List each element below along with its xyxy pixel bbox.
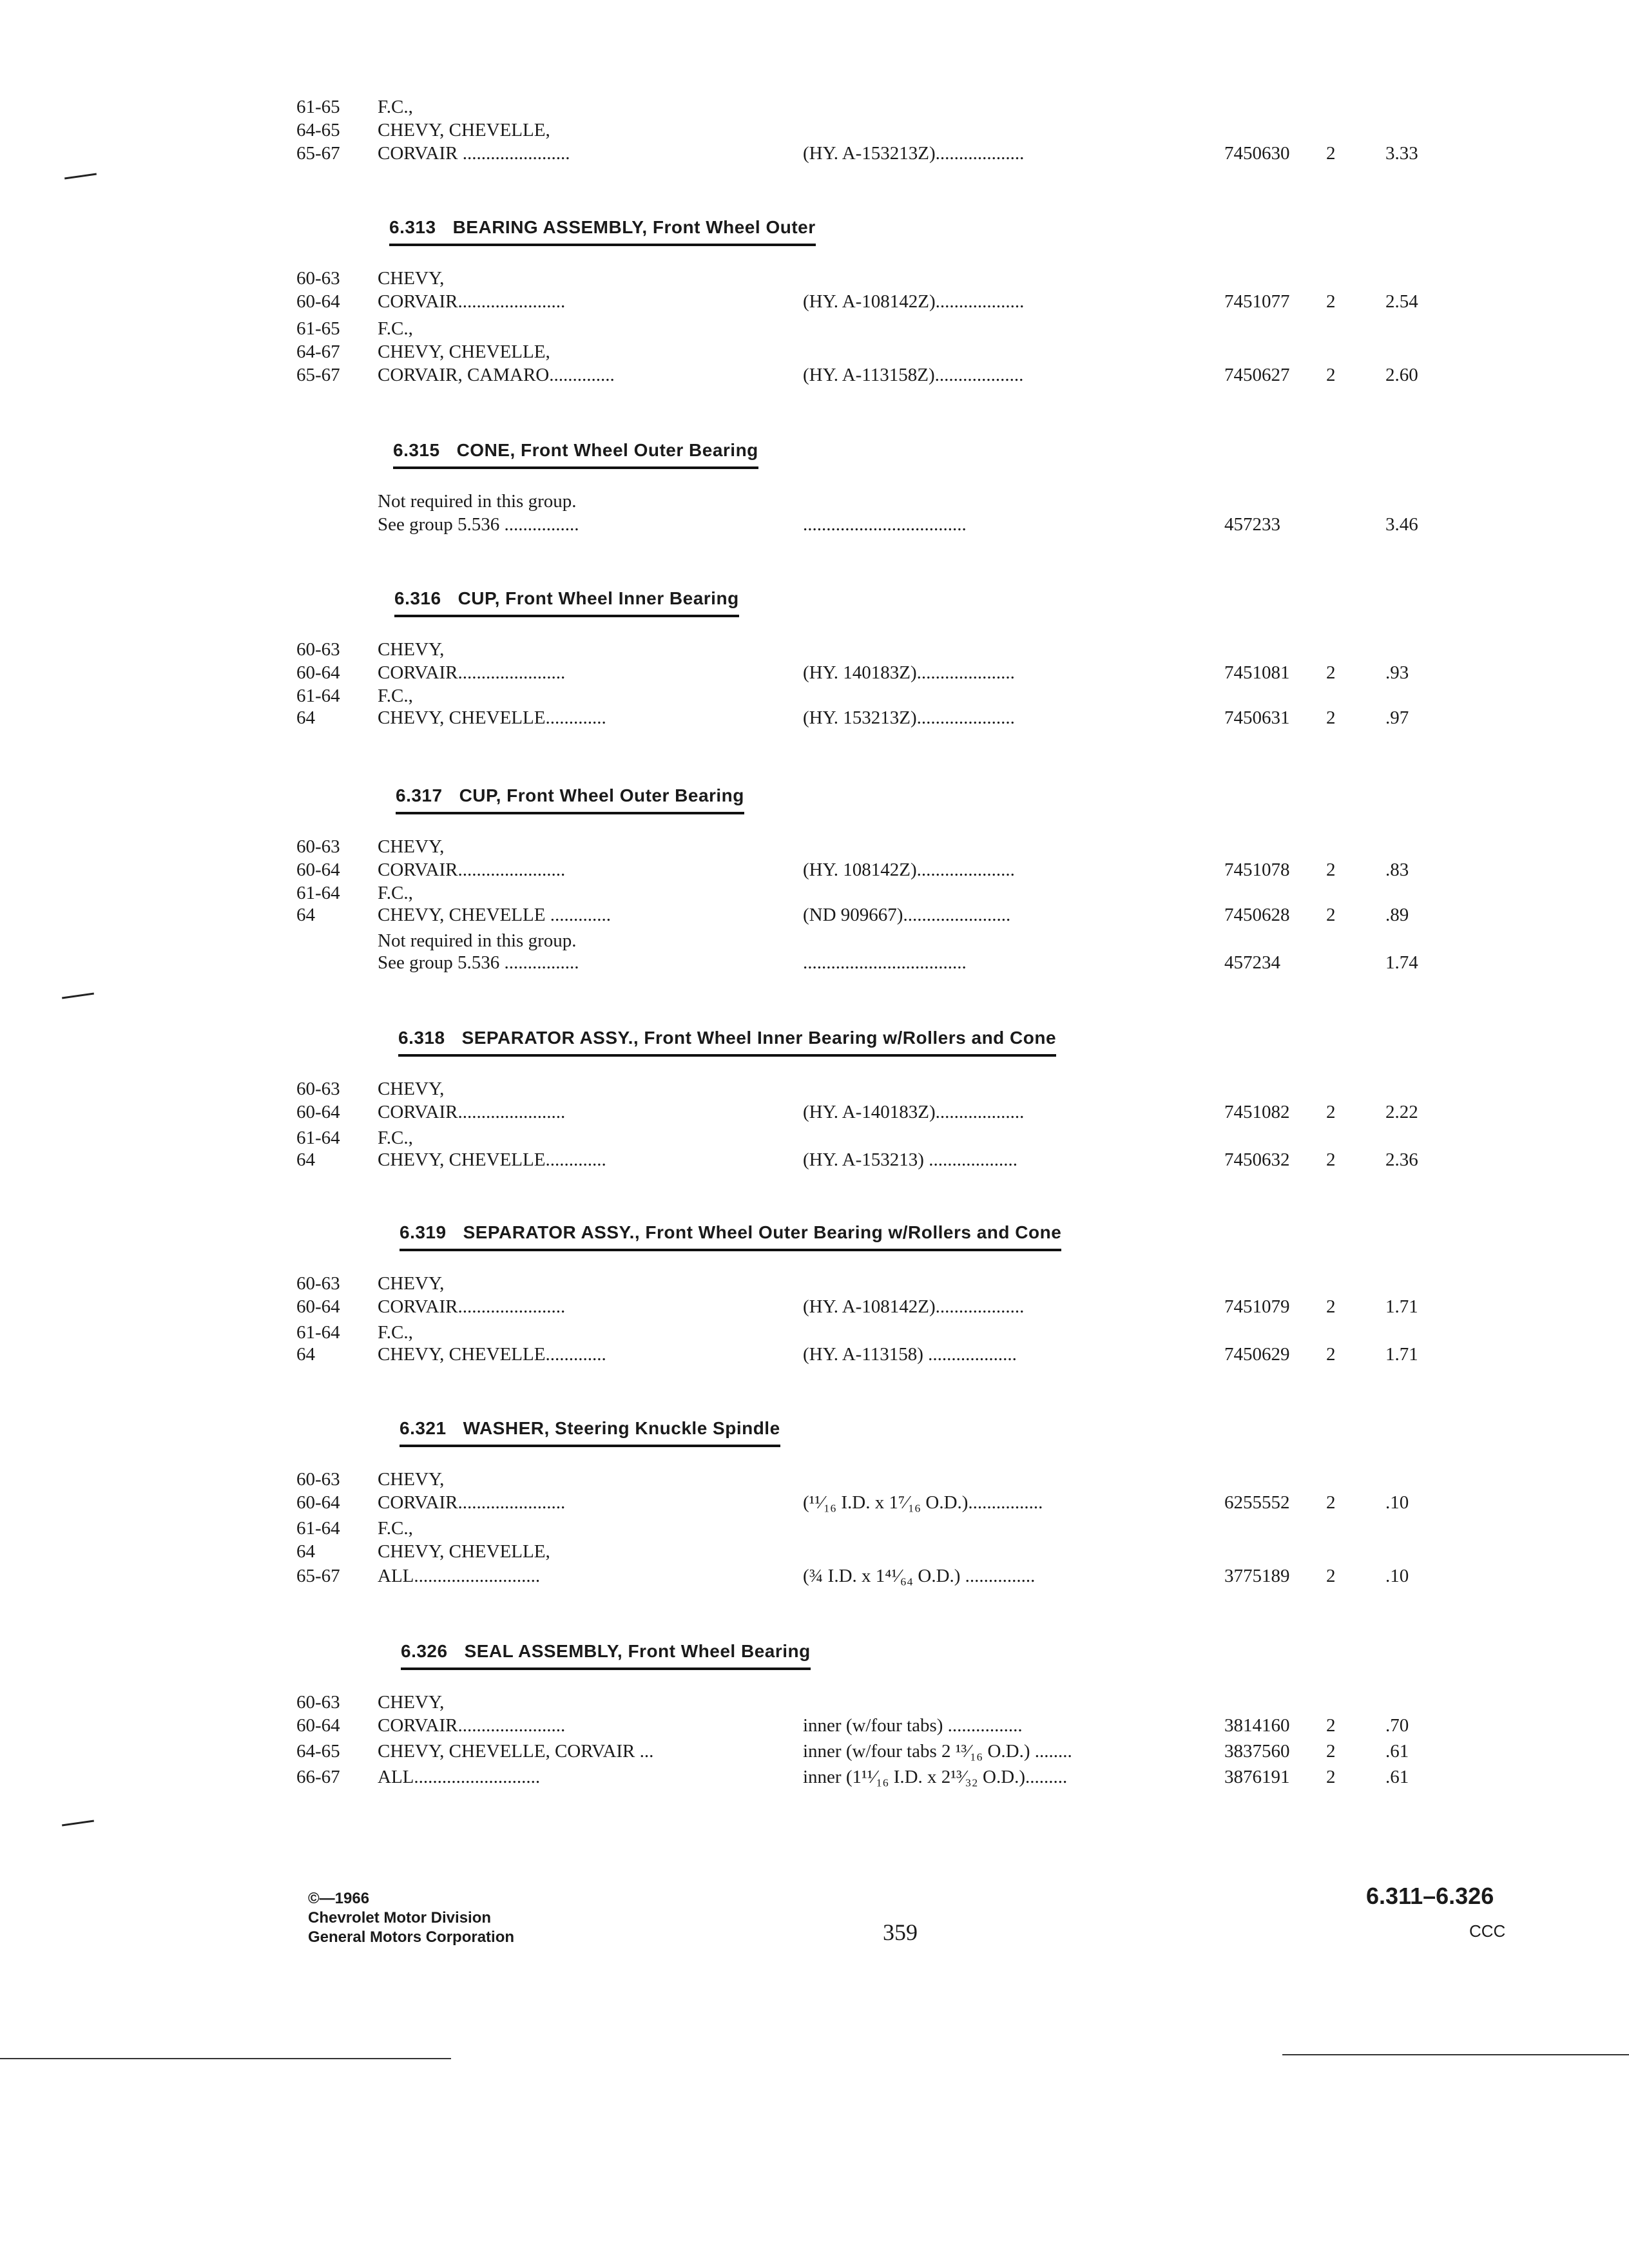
price-cell: .97 — [1385, 707, 1409, 728]
table-row — [0, 317, 1629, 340]
year-cell: 61-64 — [296, 1128, 340, 1148]
division-line: Chevrolet Motor Division — [308, 1909, 492, 1927]
table-row — [0, 638, 1629, 661]
table-row — [0, 490, 1629, 513]
section-heading — [393, 438, 758, 463]
model-cell: F.C., — [378, 1322, 413, 1343]
model-cell: CHEVY, CHEVELLE, CORVAIR ... — [378, 1741, 654, 1762]
section-number: 6.321 — [400, 1418, 447, 1438]
table-row — [0, 881, 1629, 905]
year-cell: 60-64 — [296, 1296, 340, 1317]
year-cell: 60-64 — [296, 1715, 340, 1736]
table-row — [0, 290, 1629, 313]
section-heading — [400, 1220, 1061, 1245]
year-cell: 60-63 — [296, 1273, 340, 1294]
table-row — [0, 1740, 1629, 1763]
table-row — [0, 1126, 1629, 1149]
price-cell: .89 — [1385, 905, 1409, 925]
model-cell: Not required in this group. — [378, 930, 577, 951]
year-cell: 64 — [296, 1344, 315, 1365]
year-cell: 60-64 — [296, 662, 340, 683]
quantity-cell: 2 — [1326, 662, 1336, 683]
section-title: SEPARATOR ASSY., Front Wheel Inner Bearing w/Rollers and Cone — [461, 1028, 1057, 1048]
part-number-cell: 3837560 — [1224, 1741, 1290, 1762]
section-title: SEPARATOR ASSY., Front Wheel Outer Bearing w/Rollers and Cone — [463, 1222, 1062, 1242]
model-cell: CORVAIR....................... — [378, 1492, 566, 1513]
model-cell: CHEVY, CHEVELLE, — [378, 120, 550, 140]
quantity-cell: 2 — [1326, 1741, 1336, 1762]
table-row — [0, 267, 1629, 290]
year-cell: 61-65 — [296, 318, 340, 339]
table-row — [0, 1077, 1629, 1100]
price-cell: .93 — [1385, 662, 1409, 683]
year-cell: 65-67 — [296, 1566, 340, 1586]
model-cell: F.C., — [378, 97, 413, 117]
year-cell: 60-64 — [296, 1492, 340, 1513]
description-cell: (HY. A-140183Z)................... — [803, 1102, 1025, 1122]
model-cell: CORVAIR....................... — [378, 1296, 566, 1317]
description-cell: (¹¹⁄₁₆ I.D. x 1⁷⁄₁₆ O.D.)................ — [803, 1492, 1043, 1513]
table-row — [0, 1491, 1629, 1514]
description-cell: (HY. A-113158Z)................... — [803, 365, 1024, 385]
table-row — [0, 1343, 1629, 1366]
quantity-cell: 2 — [1326, 1344, 1336, 1365]
description-cell: (HY. A-153213Z)................... — [803, 143, 1025, 164]
description-cell: (ND 909667)....................... — [803, 905, 1011, 925]
price-cell: 3.46 — [1385, 514, 1418, 535]
year-cell: 60-63 — [296, 1469, 340, 1490]
part-number-cell: 7451077 — [1224, 291, 1290, 312]
model-cell: CORVAIR, CAMARO.............. — [378, 365, 615, 385]
model-cell: CHEVY, CHEVELLE............. — [378, 707, 606, 728]
year-cell: 64-67 — [296, 341, 340, 362]
table-row — [0, 951, 1629, 974]
section-number: 6.319 — [400, 1222, 447, 1242]
section-heading — [389, 215, 816, 240]
section-number: 6.318 — [398, 1028, 445, 1048]
part-number-cell: 7450629 — [1224, 1344, 1290, 1365]
heading-underline — [394, 615, 739, 617]
description-cell: (HY. 140183Z)..................... — [803, 662, 1015, 683]
year-cell: 64-65 — [296, 120, 340, 140]
year-cell: 60-63 — [296, 1692, 340, 1713]
section-number: 6.313 — [389, 217, 436, 237]
model-cell: ALL........................... — [378, 1767, 541, 1787]
model-cell: CHEVY, — [378, 1469, 445, 1490]
section-number: 6.317 — [396, 785, 443, 805]
model-cell: F.C., — [378, 1128, 413, 1148]
price-cell: 2.36 — [1385, 1149, 1418, 1170]
price-cell: .10 — [1385, 1566, 1409, 1586]
part-number-cell: 6255552 — [1224, 1492, 1290, 1513]
model-cell: ALL........................... — [378, 1566, 541, 1586]
price-cell: .10 — [1385, 1492, 1409, 1513]
description-cell: ................................... — [803, 514, 967, 535]
quantity-cell: 2 — [1326, 1492, 1336, 1513]
heading-underline — [401, 1667, 811, 1670]
model-cell: F.C., — [378, 318, 413, 339]
section-heading — [398, 1026, 1056, 1050]
price-cell: 2.54 — [1385, 291, 1418, 312]
table-row — [0, 1517, 1629, 1540]
table-row — [0, 1100, 1629, 1124]
year-cell: 60-63 — [296, 836, 340, 857]
quantity-cell: 2 — [1326, 291, 1336, 312]
table-row — [0, 513, 1629, 536]
table-row — [0, 661, 1629, 684]
model-cell: CHEVY, CHEVELLE, — [378, 1541, 550, 1562]
price-cell: .83 — [1385, 860, 1409, 880]
year-cell: 61-64 — [296, 883, 340, 903]
table-row — [0, 1540, 1629, 1563]
table-row — [0, 1468, 1629, 1491]
table-row — [0, 903, 1629, 927]
model-cell: CORVAIR....................... — [378, 1102, 566, 1122]
catalog-code: CCC — [1469, 1921, 1506, 1941]
year-cell: 64 — [296, 1541, 315, 1562]
year-cell: 60-63 — [296, 639, 340, 660]
part-number-cell: 457233 — [1224, 514, 1280, 535]
table-row — [0, 1295, 1629, 1318]
description-cell: (HY. A-108142Z)................... — [803, 1296, 1025, 1317]
scan-edge-line — [0, 2058, 451, 2059]
heading-underline — [400, 1249, 1061, 1251]
part-number-cell: 7450630 — [1224, 143, 1290, 164]
heading-underline — [389, 244, 816, 246]
part-number-cell: 7450628 — [1224, 905, 1290, 925]
section-title: CONE, Front Wheel Outer Bearing — [456, 440, 758, 460]
model-cell: CHEVY, — [378, 268, 445, 289]
model-cell: CHEVY, — [378, 1079, 445, 1099]
part-number-cell: 7450632 — [1224, 1149, 1290, 1170]
table-row — [0, 706, 1629, 729]
section-title: SEAL ASSEMBLY, Front Wheel Bearing — [464, 1641, 811, 1661]
part-number-cell: 3814160 — [1224, 1715, 1290, 1736]
part-number-cell: 7450631 — [1224, 707, 1290, 728]
table-row — [0, 142, 1629, 165]
margin-mark — [62, 1820, 94, 1827]
year-cell: 60-64 — [296, 291, 340, 312]
model-cell: F.C., — [378, 883, 413, 903]
heading-underline — [396, 812, 744, 814]
model-cell: See group 5.536 ................ — [378, 514, 579, 535]
section-number: 6.326 — [401, 1641, 448, 1661]
model-cell: CHEVY, — [378, 836, 445, 857]
description-cell: (HY. A-108142Z)................... — [803, 291, 1025, 312]
quantity-cell: 2 — [1326, 860, 1336, 880]
table-row — [0, 929, 1629, 952]
year-cell: 65-67 — [296, 365, 340, 385]
year-cell: 61-64 — [296, 1518, 340, 1539]
price-cell: .70 — [1385, 1715, 1409, 1736]
year-cell: 64-65 — [296, 1741, 340, 1762]
table-row — [0, 363, 1629, 387]
price-cell: 3.33 — [1385, 143, 1418, 164]
part-number-cell: 7450627 — [1224, 365, 1290, 385]
table-row — [0, 1272, 1629, 1295]
price-cell: 2.22 — [1385, 1102, 1418, 1122]
price-cell: 1.74 — [1385, 952, 1418, 973]
price-cell: 1.71 — [1385, 1344, 1418, 1365]
year-cell: 64 — [296, 1149, 315, 1170]
quantity-cell: 2 — [1326, 1102, 1336, 1122]
model-cell: Not required in this group. — [378, 491, 577, 512]
part-number-cell: 7451078 — [1224, 860, 1290, 880]
scan-edge-line — [1282, 2054, 1629, 2055]
table-row — [0, 95, 1629, 119]
model-cell: CORVAIR....................... — [378, 291, 566, 312]
table-row — [0, 835, 1629, 858]
description-cell: (¾ I.D. x 1⁴¹⁄₆₄ O.D.) ............... — [803, 1566, 1036, 1586]
model-cell: CHEVY, — [378, 1692, 445, 1713]
year-cell: 61-64 — [296, 686, 340, 706]
quantity-cell: 2 — [1326, 905, 1336, 925]
model-cell: CHEVY, CHEVELLE, — [378, 341, 550, 362]
year-cell: 66-67 — [296, 1767, 340, 1787]
year-cell: 65-67 — [296, 143, 340, 164]
model-cell: CHEVY, — [378, 639, 445, 660]
year-cell: 61-65 — [296, 97, 340, 117]
table-row — [0, 1321, 1629, 1344]
corporation-line: General Motors Corporation — [308, 1928, 515, 1946]
part-number-cell: 7451079 — [1224, 1296, 1290, 1317]
model-cell: CORVAIR ....................... — [378, 143, 570, 164]
margin-mark — [64, 173, 97, 180]
model-cell: F.C., — [378, 686, 413, 706]
model-cell: CHEVY, CHEVELLE............. — [378, 1149, 606, 1170]
section-heading — [394, 586, 739, 611]
quantity-cell: 2 — [1326, 707, 1336, 728]
part-number-cell: 3876191 — [1224, 1767, 1290, 1787]
model-cell: CHEVY, — [378, 1273, 445, 1294]
section-title: WASHER, Steering Knuckle Spindle — [463, 1418, 780, 1438]
table-row — [0, 1691, 1629, 1714]
section-title: CUP, Front Wheel Outer Bearing — [459, 785, 744, 805]
heading-underline — [393, 466, 758, 469]
description-cell: inner (1¹¹⁄₁₆ I.D. x 2¹³⁄₃₂ O.D.)......... — [803, 1767, 1068, 1787]
quantity-cell: 2 — [1326, 1767, 1336, 1787]
year-cell: 60-63 — [296, 1079, 340, 1099]
description-cell: (HY. A-113158) ................... — [803, 1344, 1017, 1365]
year-cell: 64 — [296, 707, 315, 728]
quantity-cell: 2 — [1326, 143, 1336, 164]
section-title: BEARING ASSEMBLY, Front Wheel Outer — [452, 217, 816, 237]
section-number: 6.316 — [394, 588, 441, 608]
price-cell: .61 — [1385, 1741, 1409, 1762]
section-title: CUP, Front Wheel Inner Bearing — [458, 588, 739, 608]
quantity-cell: 2 — [1326, 1715, 1336, 1736]
table-row — [0, 1148, 1629, 1171]
model-cell: See group 5.536 ................ — [378, 952, 579, 973]
price-cell: .61 — [1385, 1767, 1409, 1787]
copyright-line: ©—1966 — [308, 1890, 370, 1907]
quantity-cell: 2 — [1326, 365, 1336, 385]
year-cell: 60-64 — [296, 860, 340, 880]
model-cell: CORVAIR....................... — [378, 662, 566, 683]
table-row — [0, 340, 1629, 363]
section-number: 6.315 — [393, 440, 440, 460]
description-cell: (HY. 153213Z)..................... — [803, 707, 1015, 728]
year-cell: 61-64 — [296, 1322, 340, 1343]
part-number-cell: 457234 — [1224, 952, 1280, 973]
model-cell: CHEVY, CHEVELLE............. — [378, 1344, 606, 1365]
table-row — [0, 1765, 1629, 1789]
description-cell: (HY. 108142Z)..................... — [803, 860, 1015, 880]
description-cell: ................................... — [803, 952, 967, 973]
section-heading — [401, 1639, 811, 1664]
part-number-cell: 7451082 — [1224, 1102, 1290, 1122]
description-cell: (HY. A-153213) ................... — [803, 1149, 1017, 1170]
year-cell: 60-63 — [296, 268, 340, 289]
page-number: 359 — [883, 1919, 918, 1945]
model-cell: CORVAIR....................... — [378, 1715, 566, 1736]
year-cell: 64 — [296, 905, 315, 925]
heading-underline — [400, 1445, 780, 1447]
table-row — [0, 1714, 1629, 1737]
table-row — [0, 684, 1629, 707]
description-cell: inner (w/four tabs) ................ — [803, 1715, 1023, 1736]
price-cell: 1.71 — [1385, 1296, 1418, 1317]
section-heading — [400, 1416, 780, 1441]
quantity-cell: 2 — [1326, 1566, 1336, 1586]
table-row — [0, 858, 1629, 881]
margin-mark — [62, 993, 94, 999]
part-number-cell: 3775189 — [1224, 1566, 1290, 1586]
section-heading — [396, 783, 744, 808]
year-cell: 60-64 — [296, 1102, 340, 1122]
model-cell: F.C., — [378, 1518, 413, 1539]
description-cell: inner (w/four tabs 2 ¹³⁄₁₆ O.D.) ........ — [803, 1741, 1072, 1762]
heading-underline — [398, 1054, 1056, 1057]
model-cell: CHEVY, CHEVELLE ............. — [378, 905, 611, 925]
quantity-cell: 2 — [1326, 1149, 1336, 1170]
quantity-cell: 2 — [1326, 1296, 1336, 1317]
price-cell: 2.60 — [1385, 365, 1418, 385]
publisher-block — [308, 1889, 514, 1947]
model-cell: CORVAIR....................... — [378, 860, 566, 880]
table-row — [0, 119, 1629, 142]
group-range: 6.311–6.326 — [1366, 1883, 1494, 1909]
table-row — [0, 1564, 1629, 1588]
part-number-cell: 7451081 — [1224, 662, 1290, 683]
